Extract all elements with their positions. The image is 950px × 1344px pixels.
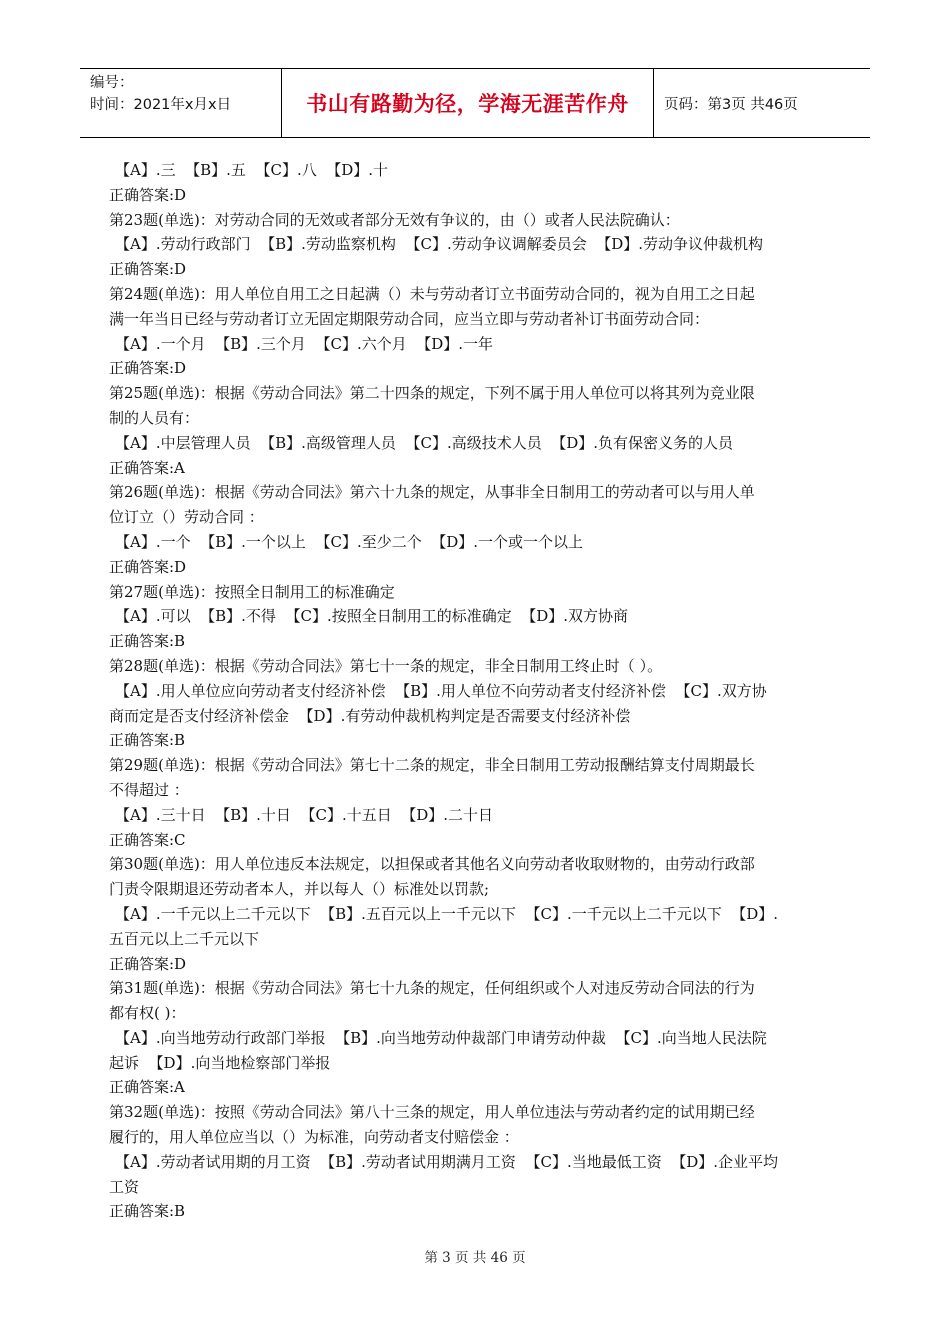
question-line: 第32题(单选)：按照《劳动合同法》第八十三条的规定，用人单位违法与劳动者约定的试用期已经 bbox=[109, 1103, 755, 1122]
header-motto-cell bbox=[282, 69, 654, 137]
answer-line: 正确答案:C bbox=[109, 830, 186, 849]
answer-line: 正确答案:D bbox=[109, 557, 187, 576]
answer-line: 正确答案:D bbox=[109, 954, 187, 973]
question-line: 第27题(单选)：按照全日制用工的标准确定 bbox=[109, 582, 395, 601]
question-content bbox=[109, 158, 843, 1224]
question-line: 第24题(单选)：用人单位自用工之日起满（）未与劳动者订立书面劳动合同的，视为自用工之日起 bbox=[109, 284, 755, 303]
text-line: 履行的，用人单位应当以（）为标准，向劳动者支付赔偿金 ： bbox=[109, 1128, 519, 1147]
answer-line: 正确答案:D bbox=[109, 359, 187, 378]
answer-line: 正确答案:D bbox=[109, 260, 187, 279]
answer-line: 正确答案:D bbox=[109, 185, 187, 204]
text-line: 商而定是否支付经济补偿金 【D】.有劳动仲裁机构判定是否需要支付经济补偿 bbox=[109, 706, 631, 725]
document-number-label: 编号： bbox=[90, 75, 134, 91]
text-line: 位订立（）劳动合同 ： bbox=[109, 508, 264, 527]
question-line: 第28题(单选)：根据《劳动合同法》第七十一条的规定，非全日制用工终止时（ ）。 bbox=[109, 656, 663, 675]
document-date: 时间：2021年x月x日 bbox=[90, 97, 232, 113]
text-line: 门责令限期退还劳动者本人，并以每人（）标准处以罚款; bbox=[109, 880, 490, 899]
options-line: 【A】.劳动行政部门 【B】.劳动监察机构 【C】.劳动争议调解委员会 【D】.劳动争议仲裁机构 bbox=[115, 235, 764, 254]
options-line: 【A】.可以 【B】.不得 【C】.按照全日制用工的标准确定 【D】.双方协商 bbox=[115, 607, 629, 626]
text-line: 不得超过 ： bbox=[109, 780, 189, 799]
answer-line: 正确答案:A bbox=[109, 458, 185, 477]
answer-line: 正确答案:B bbox=[109, 731, 186, 750]
header-page-info-cell bbox=[654, 69, 870, 137]
question-line: 第26题(单选)：根据《劳动合同法》第六十九条的规定，从事非全日制用工的劳动者可以与用人单 bbox=[109, 483, 755, 502]
answer-line: 正确答案:B bbox=[109, 1202, 186, 1221]
text-line: 都有权( )： bbox=[109, 1004, 186, 1023]
text-line: 起诉 【D】.向当地检察部门举报 bbox=[109, 1053, 331, 1072]
text-line: 工资 bbox=[109, 1177, 140, 1196]
options-line: 【A】.一个月 【B】.三个月 【C】.六个月 【D】.一年 bbox=[115, 334, 494, 353]
options-line: 【A】.中层管理人员 【B】.高级管理人员 【C】.高级技术人员 【D】.负有保密义务的人员 bbox=[115, 433, 734, 452]
text-line: 满一年当日已经与劳动者订立无固定期限劳动合同，应当立即与劳动者补订书面劳动合同： bbox=[109, 309, 710, 328]
options-line: 【A】.一个 【B】.一个以上 【C】.至少二个 【D】.一个或一个以上 bbox=[115, 532, 584, 551]
footer-page-number: 第 3 页 共 46 页 bbox=[424, 1250, 526, 1266]
header-page-info: 页码：第3页 共46页 bbox=[664, 96, 798, 113]
question-line: 第29题(单选)：根据《劳动合同法》第七十二条的规定，非全日制用工劳动报酬结算支付周期最长 bbox=[109, 756, 755, 775]
question-line: 第25题(单选)：根据《劳动合同法》第二十四条的规定，下列不属于用人单位可以将其列为竞业限 bbox=[109, 384, 755, 403]
question-line: 第23题(单选)：对劳动合同的无效或者部分无效有争议的，由（）或者人民法院确认： bbox=[109, 210, 680, 229]
question-line: 第31题(单选)：根据《劳动合同法》第七十九条的规定，任何组织或个人对违反劳动合同法的行为 bbox=[109, 979, 755, 998]
header-motto: 书山有路勤为径，学海无涯苦作舟 bbox=[306, 92, 629, 116]
options-line: 【A】.劳动者试用期的月工资 【B】.劳动者试用期满月工资 【C】.当地最低工资 【D】.企业平均 bbox=[115, 1152, 779, 1171]
page-header bbox=[80, 68, 870, 138]
options-line: 【A】.向当地劳动行政部门举报 【B】.向当地劳动仲裁部门申请劳动仲裁 【C】.向当地人民法院 bbox=[115, 1028, 767, 1047]
header-meta bbox=[80, 69, 282, 137]
answer-line: 正确答案:B bbox=[109, 632, 186, 651]
answer-line: 正确答案:A bbox=[109, 1078, 185, 1097]
options-line: 【A】.三 【B】.五 【C】.八 【D】.十 bbox=[115, 161, 389, 179]
text-line: 制的人员有： bbox=[109, 408, 200, 427]
options-line: 【A】.一千元以上二千元以下 【B】.五百元以上一千元以下 【C】.一千元以上二千元以下 【D】. bbox=[115, 904, 779, 923]
page-footer bbox=[0, 1246, 950, 1266]
options-line: 【A】.三十日 【B】.十日 【C】.十五日 【D】.二十日 bbox=[115, 805, 494, 824]
text-line: 五百元以上二千元以下 bbox=[109, 929, 260, 948]
question-line: 第30题(单选)：用人单位违反本法规定，以担保或者其他名义向劳动者收取财物的，由劳动行政部 bbox=[109, 855, 755, 874]
options-line: 【A】.用人单位应向劳动者支付经济补偿 【B】.用人单位不向劳动者支付经济补偿 【C】.双方协 bbox=[115, 681, 767, 700]
